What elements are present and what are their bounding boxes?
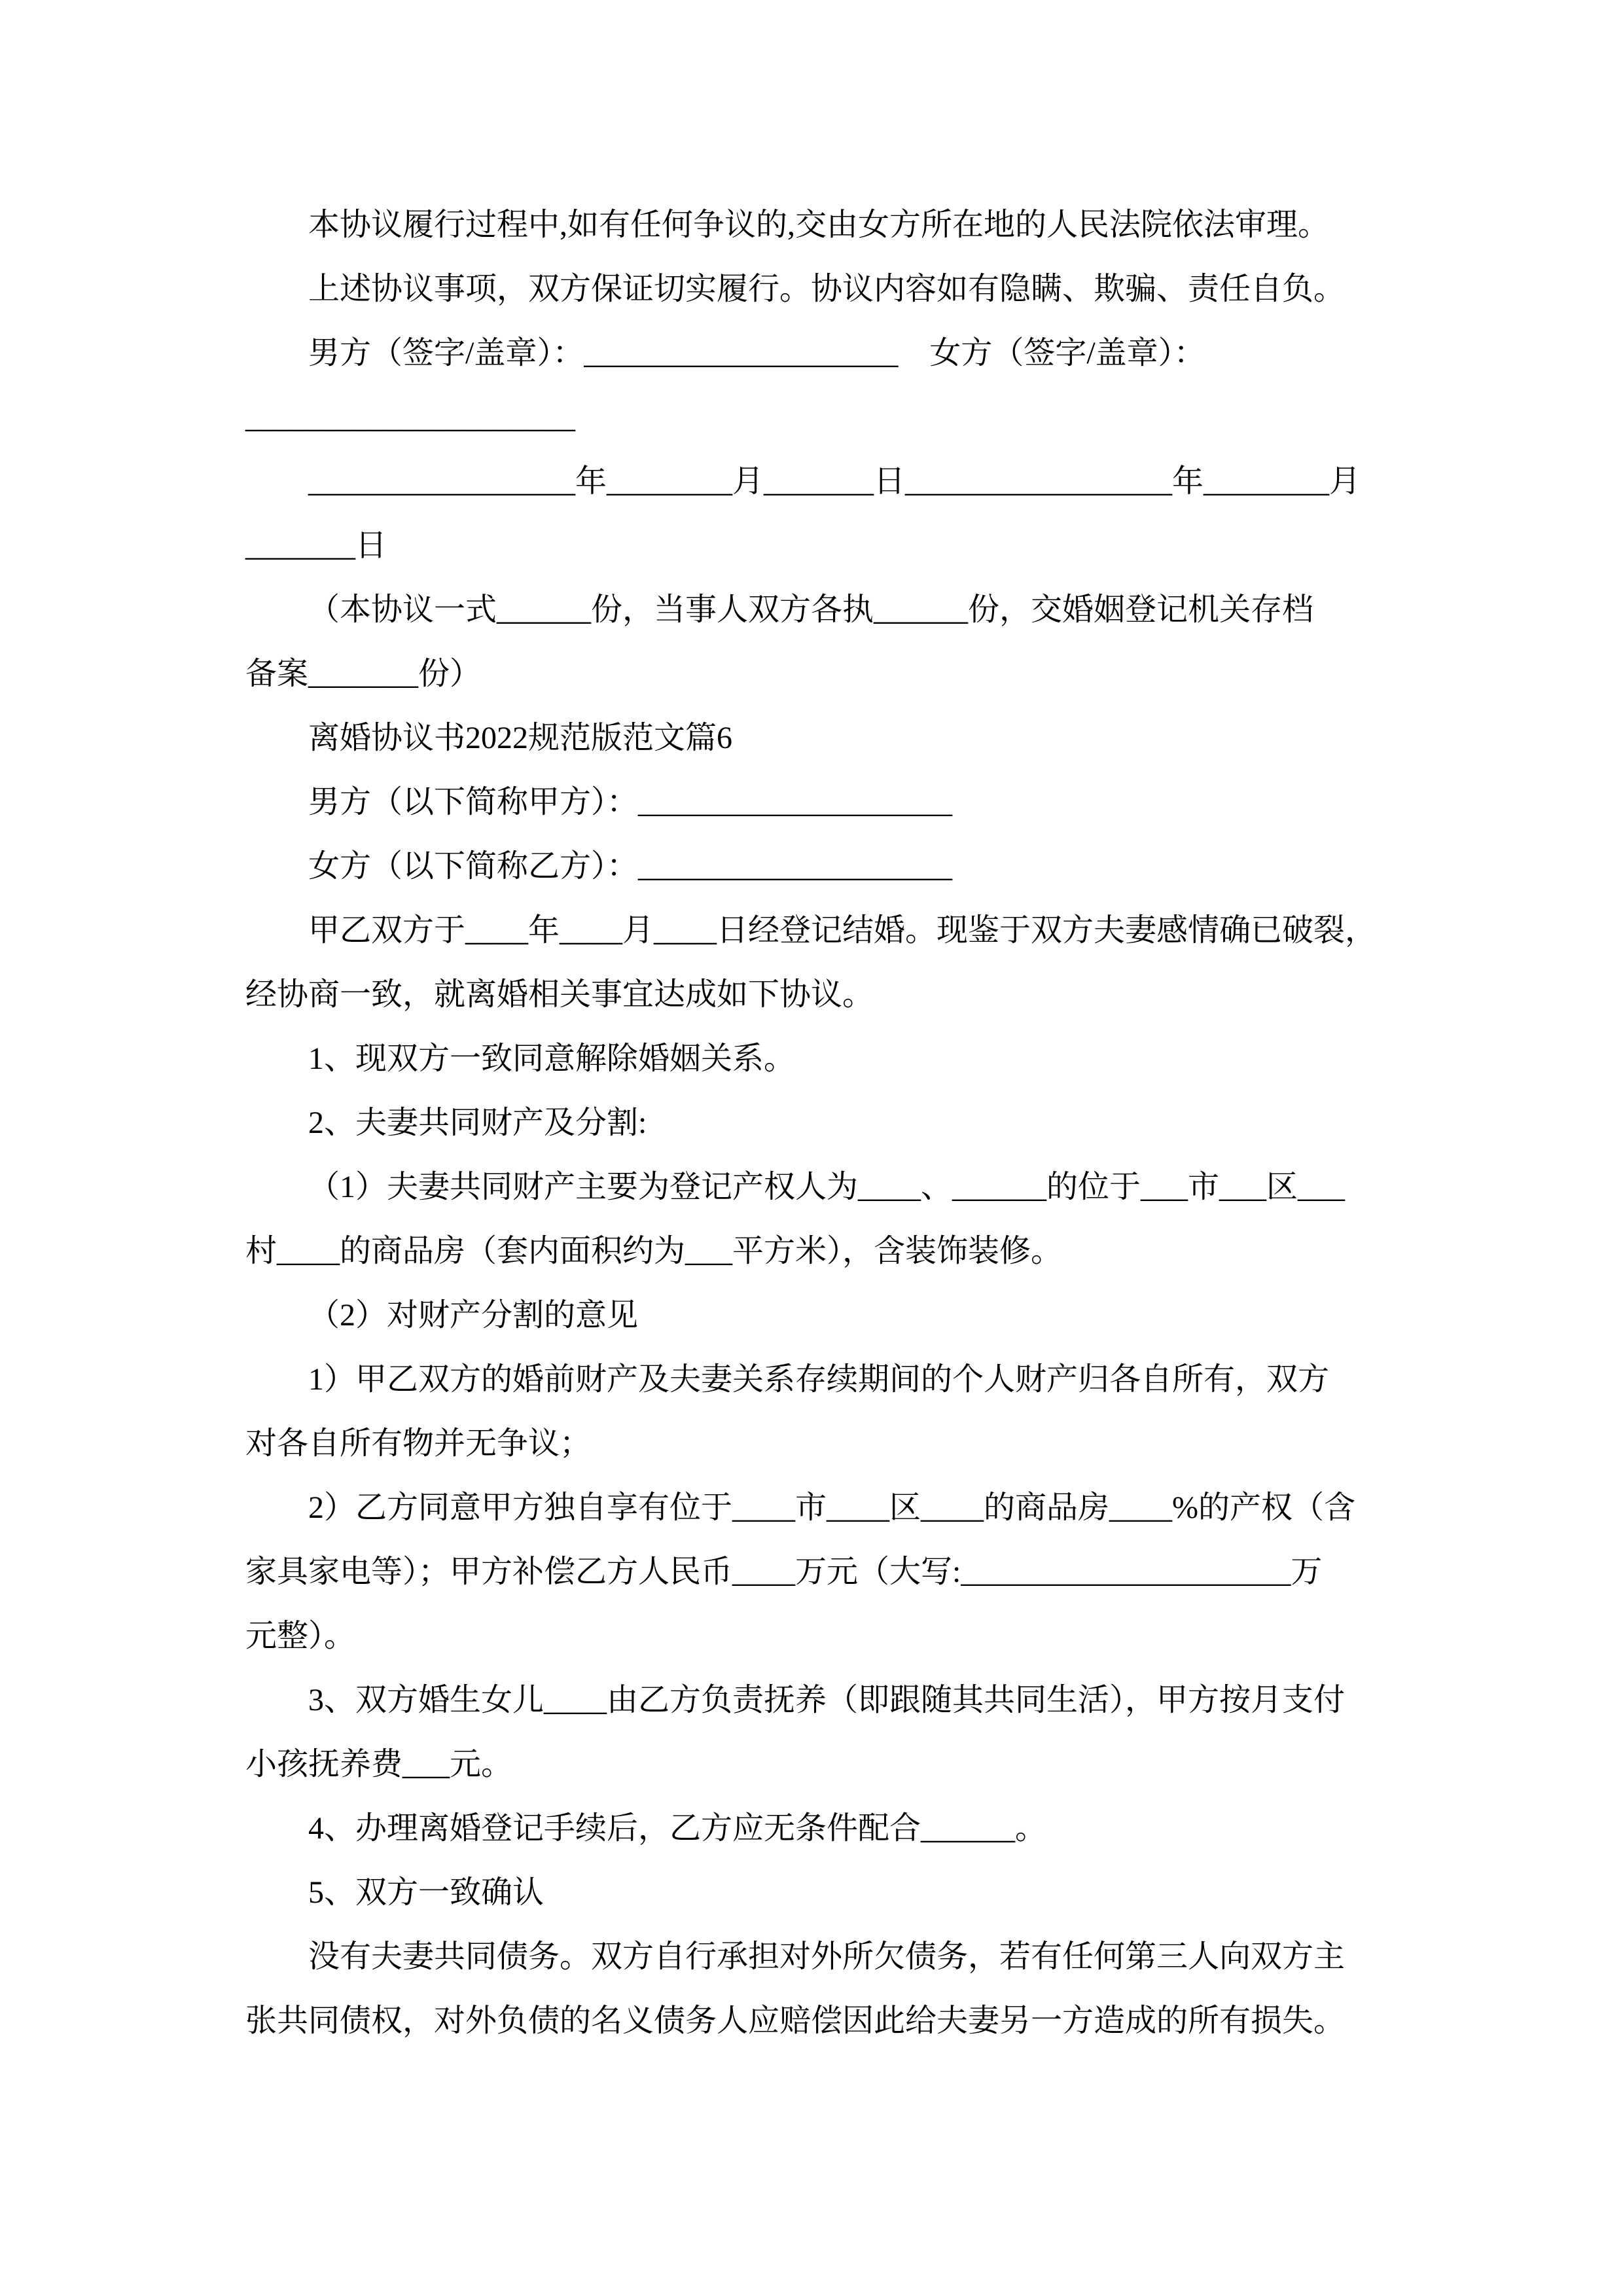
paragraph-line: 3、双方婚生女儿____由乙方负责抚养（即跟随其共同生活），甲方按月支付: [308, 1683, 1346, 1717]
paragraph-line: 男方（以下简称甲方）：____________________: [308, 785, 953, 819]
paragraph-line: 经协商一致，就离婚相关事宜达成如下协议。: [245, 977, 874, 1012]
paragraph-line: 对各自所有物并无争议；: [245, 1426, 592, 1461]
paragraph-line: 小孩抚养费___元。: [245, 1747, 513, 1782]
paragraph-line: 本协议履行过程中,如有任何争议的,交由女方所在地的人民法院依法审理。: [308, 207, 1330, 242]
paragraph-line: 张共同债权，对外负债的名义债务人应赔偿因此给夫妻另一方造成的所有损失。: [245, 2003, 1346, 2038]
document-body: [245, 193, 1384, 2053]
paragraph-line: _____________________: [245, 400, 575, 435]
paragraph-line: 上述协议事项，双方保证切实履行。协议内容如有隐瞒、欺骗、责任自负。: [308, 272, 1346, 306]
paragraph-line: 2）乙方同意甲方独自享有位于____市____区____的商品房____%的产权（含: [308, 1490, 1355, 1525]
paragraph-line: 村____的商品房（套内面积约为___平方米），含装饰装修。: [245, 1234, 1063, 1268]
paragraph-line: 离婚协议书2022规范版范文篇6: [308, 721, 733, 755]
paragraph-line: 2、夫妻共同财产及分割:: [308, 1105, 647, 1140]
paragraph-line: 没有夫妻共同债务。双方自行承担对外所欠债务，若有任何第三人向双方主: [308, 1939, 1346, 1974]
paragraph-line: 元整）。: [245, 1619, 356, 1653]
paragraph-line: （本协议一式______份，当事人双方各执______份，交婚姻登记机关存档: [308, 592, 1314, 627]
paragraph-line: _______日: [245, 528, 387, 563]
paragraph-line: 5、双方一致确认: [308, 1875, 544, 1910]
paragraph-line: 1）甲乙双方的婚前财产及夫妻关系存续期间的个人财产归各自所有，双方: [308, 1362, 1330, 1397]
paragraph-line: _________________年________月_______日_________________年________月: [308, 464, 1361, 499]
paragraph-line: （2）对财产分割的意见: [308, 1298, 639, 1333]
paragraph-line: 备案_______份）: [245, 656, 482, 691]
paragraph-line: 4、办理离婚登记手续后，乙方应无条件配合______。: [308, 1811, 1047, 1846]
paragraph-line: 1、现双方一致同意解除婚姻关系。: [308, 1041, 796, 1076]
paragraph-line: 家具家电等）；甲方补偿乙方人民币____万元（大写:_____________________万: [245, 1554, 1323, 1589]
paragraph-line: 甲乙双方于____年____月____日经登记结婚。现鉴于双方夫妻感情确已破裂，: [308, 913, 1377, 948]
paragraph-line: 男方（签字/盖章）：____________________ 女方（签字/盖章）：: [308, 336, 1205, 370]
paragraph-line: （1）夫妻共同财产主要为登记产权人为____、______的位于___市___区___: [308, 1170, 1346, 1204]
paragraph-line: 女方（以下简称乙方）：____________________: [308, 849, 953, 884]
